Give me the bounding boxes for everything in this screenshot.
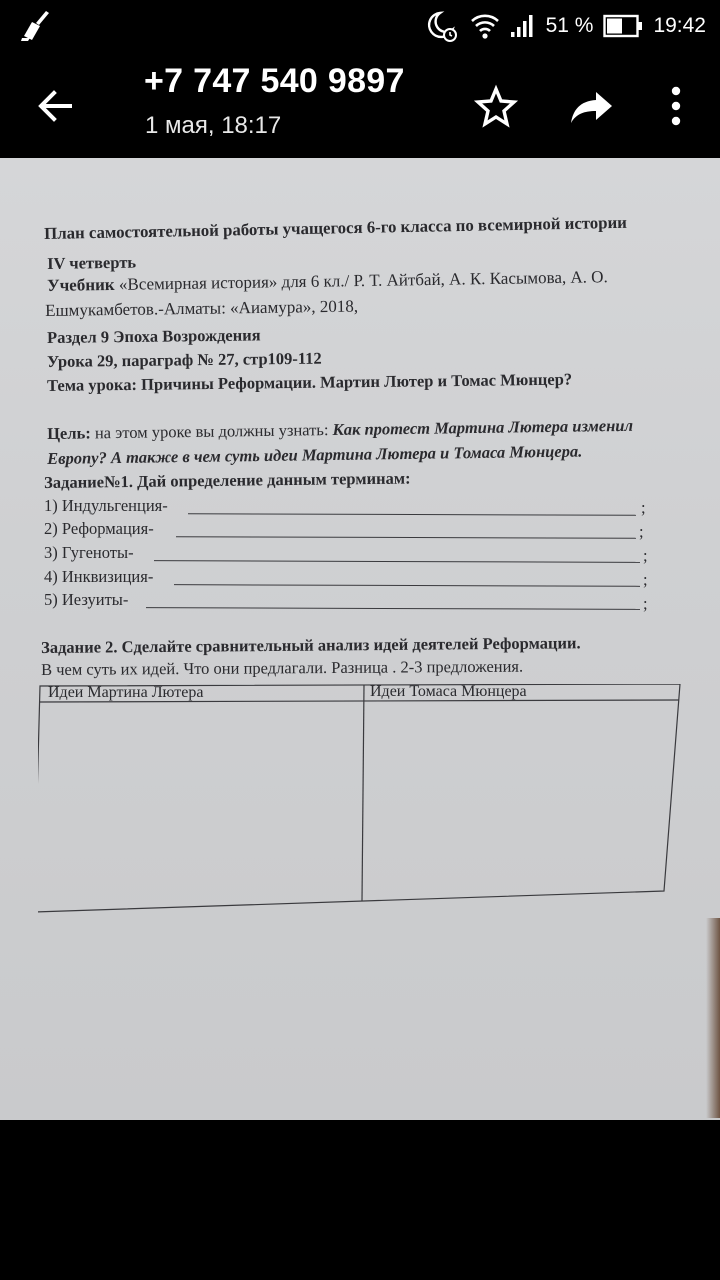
term-end: ; bbox=[643, 594, 648, 613]
answer-line bbox=[174, 584, 640, 587]
term-end: ; bbox=[641, 498, 646, 517]
term-item bbox=[44, 519, 154, 539]
term-label: Иезуиты- bbox=[61, 590, 129, 609]
status-bar bbox=[0, 0, 720, 52]
term-label: Индульгенция- bbox=[61, 496, 168, 515]
answer-line bbox=[176, 536, 636, 539]
worksheet-header: План самостоятельной работы учащегося 6-го класса по всемирной истории bbox=[44, 212, 628, 243]
photo-background-edge bbox=[706, 918, 720, 1118]
term-end: ; bbox=[639, 522, 644, 541]
comparison-table bbox=[38, 684, 682, 928]
lesson-topic: Тема урока: Причины Реформации. Мартин Лютер и Томас Мюнцер? bbox=[47, 369, 573, 395]
goal-label: Цель: bbox=[47, 423, 91, 443]
message-photo[interactable] bbox=[0, 158, 720, 1120]
table-header-luther: Идеи Мартина Лютера bbox=[48, 684, 204, 701]
goal-text: на этом уроке вы должны узнать: bbox=[90, 420, 333, 443]
app-bar bbox=[0, 52, 720, 158]
section-title: Раздел 9 Эпоха Возрождения bbox=[47, 325, 261, 347]
goal-question-continued: Европу? А также в чем суть идеи Мартина Лютера и Томаса Мюнцера. bbox=[47, 441, 583, 468]
goal-question: Как протест Мартина Лютера изменил bbox=[332, 415, 634, 440]
star-icon[interactable] bbox=[470, 80, 522, 132]
term-label: Гугеноты- bbox=[61, 543, 134, 562]
task2-instructions: В чем суть их идей. Что они предлагали. Разница . 2-3 предложения. bbox=[41, 656, 524, 679]
cleaner-icon bbox=[18, 8, 54, 44]
signal-icon bbox=[510, 14, 536, 38]
more-icon[interactable] bbox=[650, 80, 702, 132]
task2-title: Задание 2. Сделайте сравнительный анализ идей деятелей Реформации. bbox=[41, 633, 581, 657]
clock: 19:42 bbox=[653, 14, 706, 37]
battery-icon bbox=[603, 14, 643, 38]
answer-line bbox=[146, 607, 640, 610]
goal-line bbox=[47, 416, 633, 444]
do-not-disturb-alarm-icon bbox=[424, 8, 460, 44]
term-number: 2) bbox=[44, 519, 58, 538]
back-icon[interactable] bbox=[30, 80, 82, 132]
term-item bbox=[44, 590, 128, 610]
worksheet bbox=[0, 158, 720, 1120]
worksheet-quarter: IV четверть bbox=[47, 252, 137, 273]
textbook-label: Учебник bbox=[47, 274, 115, 295]
lesson-info: Урока 29, параграф № 27, стр109-112 bbox=[47, 348, 322, 371]
table-header-muntzer: Идеи Томаса Мюнцера bbox=[370, 683, 527, 700]
term-item bbox=[44, 543, 134, 563]
message-date: 1 мая, 18:17 bbox=[145, 112, 282, 139]
term-item bbox=[44, 496, 168, 516]
term-item bbox=[44, 567, 153, 587]
answer-line bbox=[154, 560, 640, 563]
task1-title: Задание№1. Дай определение данным терминам: bbox=[44, 468, 411, 492]
term-number: 4) bbox=[44, 567, 58, 586]
answer-line bbox=[188, 513, 636, 516]
wifi-icon bbox=[470, 12, 500, 40]
term-label: Реформация- bbox=[61, 519, 154, 538]
table-grid bbox=[38, 684, 682, 928]
term-number: 3) bbox=[44, 543, 58, 562]
term-end: ; bbox=[643, 570, 648, 589]
contact-title: +7 747 540 9897 bbox=[144, 62, 405, 100]
term-number: 5) bbox=[44, 590, 58, 609]
term-end: ; bbox=[643, 546, 648, 565]
term-label: Инквизиция- bbox=[61, 567, 154, 586]
battery-percent: 51 % bbox=[545, 14, 594, 37]
textbook-publisher: Ешмукамбетов.-Алматы: «Аиамура», 2018, bbox=[45, 296, 359, 320]
share-icon[interactable] bbox=[566, 80, 618, 132]
term-number: 1) bbox=[44, 496, 58, 515]
textbook-title: «Всемирная история» для 6 кл./ Р. Т. Айтбай, А. К. Касымова, А. О. bbox=[114, 267, 608, 294]
